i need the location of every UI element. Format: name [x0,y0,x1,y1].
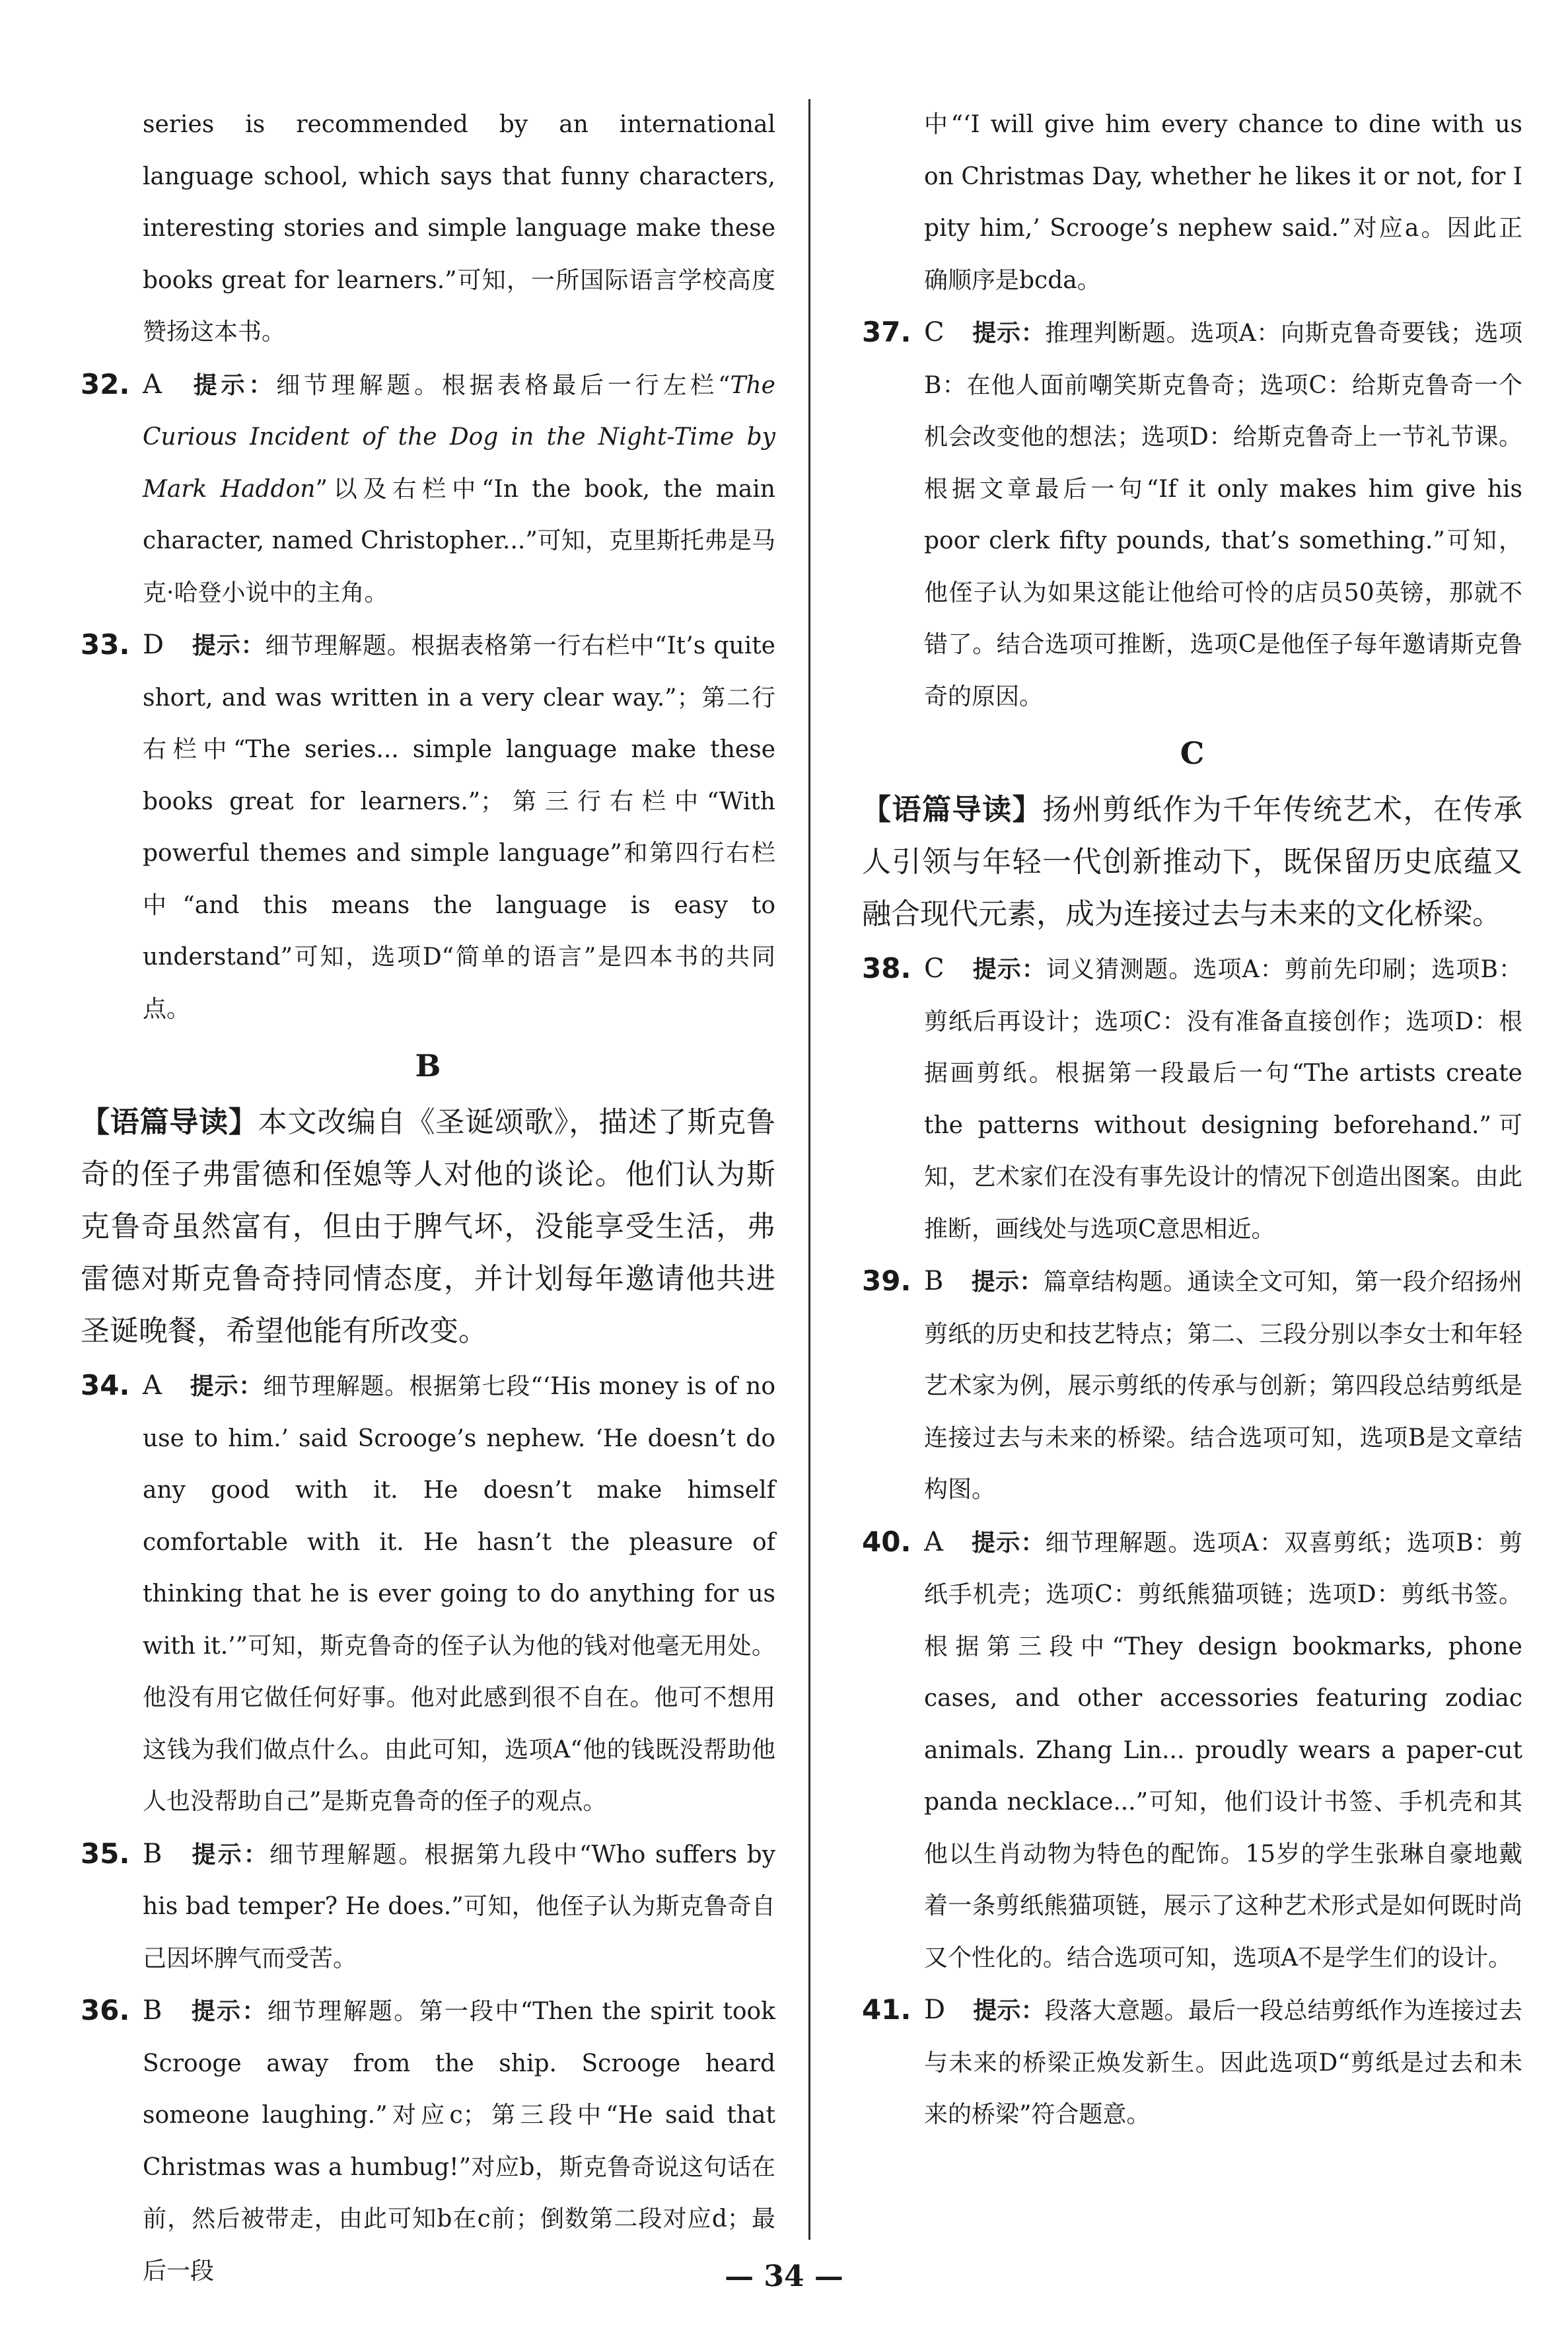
hint-label: 提示： [971,1269,1044,1296]
answer-letter: B [924,1266,944,1296]
answer-item-37 [862,307,1522,723]
question-number: 34. [81,1369,130,1401]
continued-paragraph: series is recommended by an international language school, which says that funny characters, interesting stories and simple language make these books great for learners.”可知，一所国际语言学校高度赞扬这本书。 [143,111,775,346]
answer-letter: C [924,317,944,348]
explanation-text: 段落大意题。最后一段总结剪纸作为连接过去与未来的桥梁正焕发新生。因此选项D“剪纸是过去和未来的桥梁”符合题意。 [924,1997,1522,2128]
reading-guide-text: 本文改编自《圣诞颂歌》，描述了斯克鲁奇的侄子弗雷德和侄媳等人对他的谈论。他们认为斯克鲁奇虽然富有，但由于脾气坏，没能享受生活，弗雷德对斯克鲁奇持同情态度，并计划每年邀请他共进圣诞晚餐，希望他能有所改变。 [81,1105,776,1348]
answer-item-40 [862,1516,1522,1985]
hint-label: 提示： [190,1841,269,1868]
hint-label: 提示： [970,1529,1046,1557]
reading-guide-tag: 【语篇导读】 [862,793,1043,827]
explanation-text: 细节理解题。根据表格最后一行左栏“ [276,371,731,399]
answer-item-35 [81,1828,775,1985]
hint-label: 提示： [972,320,1046,347]
answer-letter: C [924,953,944,984]
question-number: 41. [862,1993,911,2026]
explanation-text: 推理判断题。选项A：向斯克鲁奇要钱；选项B：在他人面前嘲笑斯克鲁奇；选项C：给斯克鲁奇一个机会改变他的想法；选项D：给斯克鲁奇上一节礼节课。根据文章最后一句“If it only makes him give his poor clerk fifty pounds, that’s something.”可知，他侄子认为如果这能让他给可怜的店员50英镑，那就不错了。结合选项可推断，选项C是他侄子每年邀请斯克鲁奇的原因。 [924,320,1522,710]
right-column [862,99,1522,2141]
question-number: 33. [81,628,130,661]
answer-item-36 [81,1985,775,2297]
answer-item-32 [81,359,775,620]
answer-item-38 [862,943,1522,1255]
continued-paragraph: 中“‘I will give him every chance to dine with us on Christmas Day, whether he likes it or not, for I pity him,’ Scrooge’s nephew said.”对应a。因此正确顺序是bcda。 [924,111,1522,294]
explanation-text: 篇章结构题。通读全文可知，第一段介绍扬州剪纸的历史和技艺特点；第二、三段分别以李女士和年轻艺术家为例，展示剪纸的传承与创新；第四段总结剪纸是连接过去与未来的桥梁。结合选项可知，选项B是文章结构图。 [924,1269,1522,1503]
reading-guide-c [862,784,1522,940]
answer-letter: A [143,369,162,400]
answer-item-33 [81,619,775,1035]
question-number: 35. [81,1837,130,1870]
explanation-text: 细节理解题。选项A：双喜剪纸；选项B：剪纸手机壳；选项C：剪纸熊猫项链；选项D：剪纸书签。根据第三段中“They design bookmarks, phone cases, and other accessories featuring zodiac animals. Zhang Lin... proudly wears a paper-cut panda necklace...”可知，他们设计书签、手机壳和其他以生肖动物为特色的配饰。15岁的学生张琳自豪地戴着一条剪纸熊猫项链，展示了这种艺术形式是如何既时尚又个性化的。结合选项可知，选项A不是学生们的设计。 [924,1529,1522,1972]
section-heading-c: C [1180,735,1205,771]
hint-label: 提示： [190,1998,267,2025]
hint-label: 提示： [972,956,1046,983]
question-number: 36. [81,1994,130,2026]
hint-label: 提示： [192,632,266,659]
question-number: 40. [862,1525,911,1558]
question-number: 38. [862,952,911,984]
column-divider [808,99,810,2240]
answer-item-39 [862,1255,1522,1516]
explanation-text: 词义猜测题。选项A：剪前先印刷；选项B：剪纸后再设计；选项C：没有准备直接创作；选项D：根据画剪纸。根据第一段最后一句“The artists create the patterns without designing beforehand.”可知，艺术家们在没有事先设计的情况下创造出图案。由此推断，画线处与选项C意思相近。 [924,956,1522,1243]
explanation-text: ”以及右栏中“In the book, the main character, named Christopher...”可知，克里斯托弗是马克·哈登小说中的主角。 [143,475,775,607]
explanation-text: 细节理解题。根据表格第一行右栏中“It’s quite short, and was written in a very clear way.”；第二行右栏中“The series... simple language make these books great for learners.”；第三行右栏中“With powerful themes and simple language”和第四行右栏中“and this means the language is easy to understand”可知，选项D“简单的语言”是四本书的共同点。 [143,632,775,1023]
hint-label: 提示： [189,371,277,399]
answer-letter: A [924,1526,943,1557]
question-number: 32. [81,367,130,400]
book-title: The Curious Incident of the Dog in the Night-Time by Mark Haddon [143,371,775,503]
answer-letter: A [143,1370,162,1401]
answer-letter: D [924,1995,946,2025]
answer-letter: B [143,1995,162,2026]
question-number: 39. [862,1265,911,1297]
reading-guide-text: 扬州剪纸作为千年传统艺术，在传承人引领与年轻一代创新推动下，既保留历史底蕴又融合现代元素，成为连接过去与未来的文化桥梁。 [862,793,1523,931]
left-column [81,99,775,2297]
explanation-text: 细节理解题。第一段中“Then the spirit took Scrooge away from the ship. Scrooge heard someone laughing.”对应c；第三段中“He said that Christmas was a humbug!”对应b，斯克鲁奇说这句话在前，然后被带走，由此可知b在c前；倒数第二段对应d；最后一段 [143,1998,775,2285]
answer-item-34 [81,1360,775,1828]
answer-item-41 [862,1984,1522,2141]
explanation-text: 细节理解题。根据第九段中“Who suffers by his bad temper? He does.”可知，他侄子认为斯克鲁奇自己因坏脾气而受苦。 [143,1841,775,1972]
page-number: — 34 — [725,2260,843,2293]
question-number: 37. [862,316,911,348]
reading-guide-tag: 【语篇导读】 [81,1105,258,1139]
hint-label: 提示： [189,1373,264,1400]
reading-guide-b [81,1096,775,1357]
hint-label: 提示： [973,1997,1045,2024]
answer-letter: D [143,630,164,660]
explanation-text: 细节理解题。根据第七段“‘His money is of no use to him.’ said Scrooge’s nephew. ‘He doesn’t do any good with it. He doesn’t make himself comfortable with it. He hasn’t the pleasure of thinking that he is ever going to do anything for us with it.’”可知，斯克鲁奇的侄子认为他的钱对他毫无用处。他没有用它做任何好事。他对此感到很不自在。他可不想用这钱为我们做点什么。由此可知，选项A“他的钱既没帮助他人也没帮助自己”是斯克鲁奇的侄子的观点。 [143,1373,775,1815]
section-heading-b: B [415,1048,441,1084]
answer-letter: B [143,1838,162,1869]
